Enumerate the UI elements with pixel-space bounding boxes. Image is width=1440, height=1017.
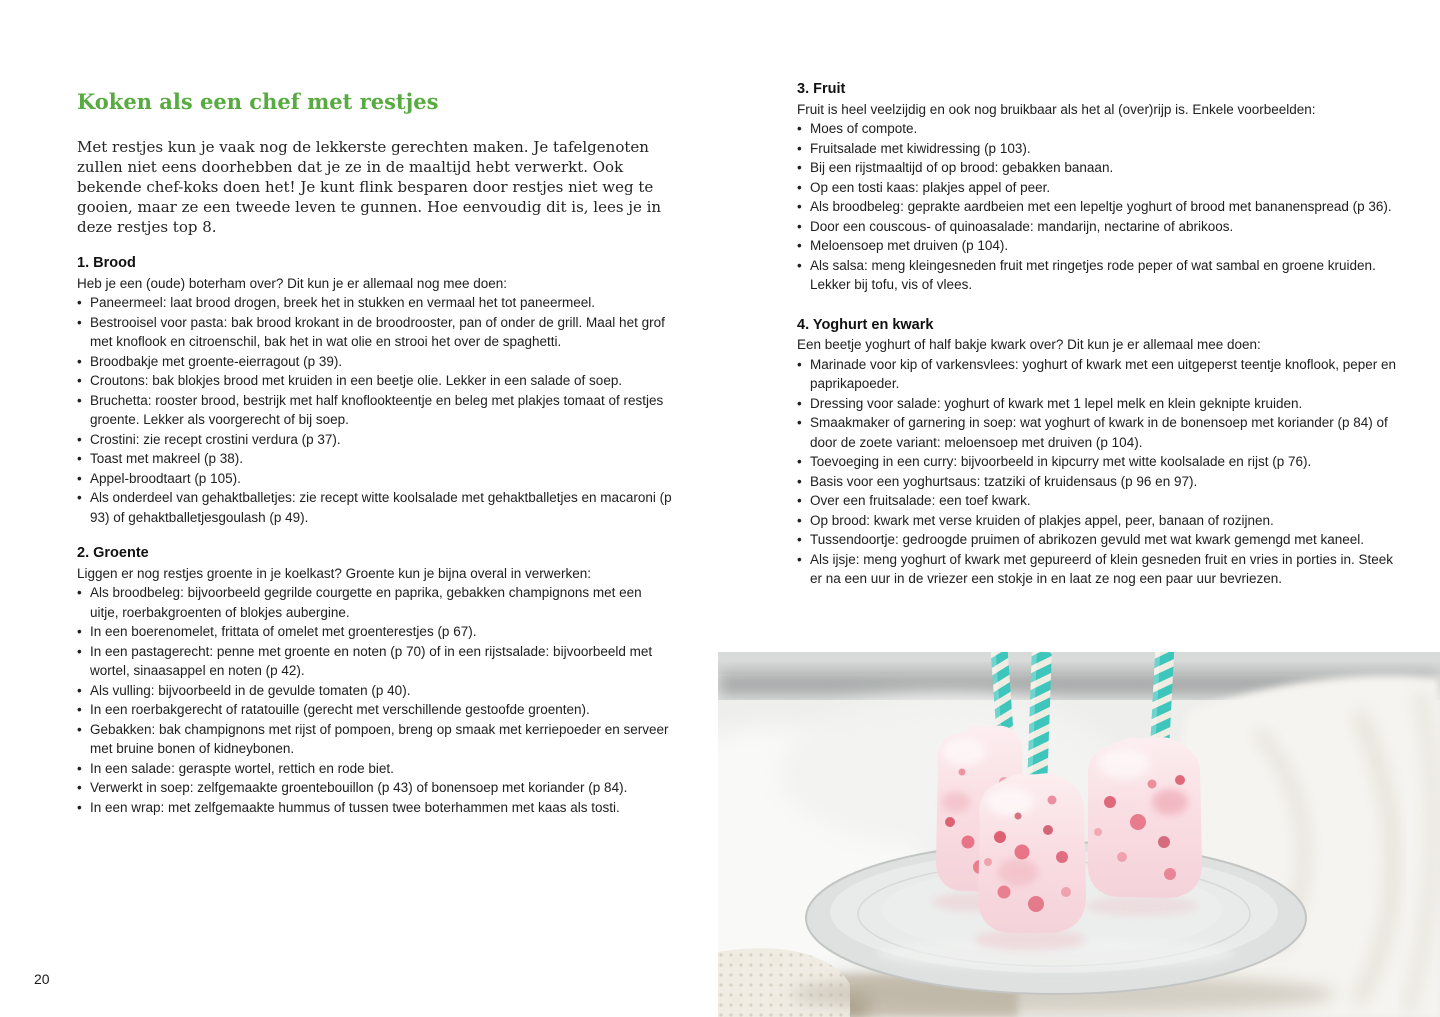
bullet: • — [797, 238, 802, 253]
tips-list — [797, 355, 1397, 589]
section-heading: 3. Fruit — [797, 81, 846, 97]
list-item-text: Als vulling: bijvoorbeeld in de gevulde tomaten (p 40). — [90, 682, 411, 698]
popsicle-photo-illustration — [718, 652, 1440, 1017]
list-item-text: Appel-broodtaart (p 105). — [90, 470, 241, 486]
left-sections — [77, 254, 673, 817]
bullet: • — [797, 415, 802, 430]
popsicle-middle — [978, 773, 1086, 933]
bullet: • — [797, 395, 802, 411]
list-item — [797, 158, 1397, 178]
list-item-text: Meloensoep met druiven (p 104). — [810, 238, 1009, 253]
list-item-text: Croutons: bak blokjes brood met kruiden in een beetje olie. Lekker in een salade of soep. — [90, 373, 623, 388]
list-item — [797, 491, 1397, 511]
list-item — [797, 550, 1397, 589]
list-item — [797, 394, 1397, 414]
list-item — [77, 449, 673, 469]
tips-list — [797, 119, 1397, 295]
bullet: • — [797, 454, 802, 469]
list-item — [797, 256, 1397, 295]
popsicle-right — [1088, 737, 1202, 898]
list-item-text: Door een couscous- of quinoasalade: mandarijn, nectarine of abrikoos. — [810, 218, 1234, 234]
page-title: Koken als een chef met restjes — [77, 89, 439, 114]
list-item — [797, 139, 1397, 159]
list-item — [77, 391, 673, 430]
bullet: • — [797, 493, 802, 508]
list-item-text: Toevoeging in een curry: bijvoorbeeld in kipcurry met witte koolsalade en rijst (p 76). — [810, 454, 1312, 469]
photo-yogurt-popsicles — [718, 652, 1440, 1017]
list-item — [797, 236, 1397, 256]
list-item — [77, 720, 673, 759]
bullet: • — [797, 218, 802, 234]
list-item — [77, 798, 673, 818]
bullet: • — [77, 702, 82, 717]
section-heading: 4. Yoghurt en kwark — [797, 316, 934, 333]
list-item — [77, 642, 673, 681]
list-item-text: Over een fruitsalade: een toef kwark. — [810, 493, 1031, 508]
list-item-text: Toast met makreel (p 38). — [90, 451, 244, 466]
bullet: • — [77, 682, 82, 698]
list-item-text: Broodbakje met groente-eierragout (p 39). — [90, 353, 343, 369]
bullet: • — [797, 356, 802, 372]
bullet: • — [77, 780, 82, 795]
section-heading: 2. Groente — [77, 545, 149, 561]
bullet: • — [77, 643, 82, 659]
bullet: • — [77, 314, 82, 330]
bullet: • — [77, 760, 82, 776]
list-item-text: Bestrooisel voor pasta: bak brood krokant in de broodrooster, pan of onder de grill. Maal het grof met knoflook en citroenschil, bak het in wat olie en strooi het over de spaghetti. — [90, 314, 665, 349]
list-item — [797, 217, 1397, 237]
list-item — [77, 759, 673, 779]
list-item — [797, 511, 1397, 531]
list-item-text: Marinade voor kip of varkensvlees: yoghurt of kwark met een uitgeperst teentje knoflook, peper en paprikapoeder. — [810, 356, 1397, 391]
section — [797, 80, 1397, 295]
list-item-text: Gebakken: bak champignons met rijst of pompoen, breng op smaak met kerriepoeder en serveer met bruine bonen of kidneybonen. — [90, 721, 669, 756]
list-item — [797, 119, 1397, 139]
list-item-text: Bruchetta: rooster brood, bestrijk met half knoflookteentje en beleg met plakjes tomaat of restjes groente. Lekker als voorgerecht of bij soep. — [90, 392, 664, 427]
bullet: • — [797, 179, 802, 195]
list-item — [77, 352, 673, 372]
bullet: • — [797, 257, 802, 273]
bullet: • — [77, 431, 82, 447]
bullet: • — [77, 470, 82, 486]
list-item-text: Crostini: zie recept crostini verdura (p 37). — [90, 431, 341, 447]
bullet: • — [77, 295, 82, 310]
list-item — [797, 197, 1397, 217]
bullet: • — [797, 199, 802, 214]
list-item-text: Paneermeel: laat brood drogen, breek het in stukken en vermaal het tot paneermeel. — [90, 295, 596, 310]
list-item-text: Tussendoortje: gedroogde pruimen of abrikozen gevuld met wat kwark gemengd met kaneel. — [810, 532, 1365, 547]
bullet: • — [797, 551, 802, 567]
list-item — [77, 371, 673, 391]
section-lead: Heb je een (oude) boterham over? Dit kun je er allemaal nog mee doen: — [77, 275, 508, 291]
list-item — [77, 583, 673, 622]
list-item-text: Basis voor een yoghurtsaus: tzatziki of kruidensaus (p 96 en 97). — [810, 473, 1198, 489]
list-item — [77, 313, 673, 352]
list-item — [77, 469, 673, 489]
list-item — [797, 178, 1397, 198]
bullet: • — [77, 490, 82, 505]
bullet: • — [77, 373, 82, 388]
list-item-text: Op brood: kwark met verse kruiden of plakjes appel, peer, banaan of rozijnen. — [810, 512, 1274, 528]
list-item-text: Fruitsalade met kiwidressing (p 103). — [810, 140, 1031, 156]
section-lead: Een beetje yoghurt of half bakje kwark over? Dit kun je er allemaal mee doen: — [797, 337, 1261, 352]
list-item-text: Als salsa: meng kleingesneden fruit met ringetjes rode peper of wat sambal en groene kruiden. Lekker bij tofu, vis of vlees. — [810, 257, 1376, 292]
list-item-text: In een pastagerecht: penne met groente en noten (p 70) of in een rijstsalade: bijvoorbeeld met wortel, sinaasappel en noten (p 42). — [90, 643, 653, 678]
section-lead: Fruit is heel veelzijdig en ook nog bruikbaar als het al (over)rijp is. Enkele voorbeelden: — [797, 101, 1316, 117]
section — [77, 544, 673, 817]
list-item — [77, 681, 673, 701]
tips-list — [77, 293, 673, 527]
list-item-text: Als ijsje: meng yoghurt of kwark met gepureerd of klein gesneden fruit en vries in porties in. Steek er na een uur in de vriezer een stokje in en laat ze nog een paar uur bevriezen. — [810, 551, 1394, 586]
tips-list — [77, 583, 673, 817]
list-item — [797, 530, 1397, 550]
intro-paragraph: Met restjes kun je vaak nog de lekkerste gerechten maken. Je tafelgenoten zullen niet eens doorhebben dat je ze in de maaltijd hebt verwerkt. Ook bekende chef-koks doen het! Je kunt flink besparen door restjes niet weg te gooien, maar ze een tweede leven te gunnen. Hoe eenvoudig dit is, lees je in deze restjes top 8. — [77, 138, 662, 236]
section-heading: 1. Brood — [77, 255, 136, 271]
list-item-text: Smaakmaker of garnering in soep: wat yoghurt of kwark in de bonensoep met koriander (p 84) of door de zoete variant: meloensoep met druiven (p 104). — [810, 415, 1388, 450]
section — [77, 254, 673, 527]
list-item-text: Op een tosti kaas: plakjes appel of peer. — [810, 179, 1051, 195]
bullet: • — [77, 799, 82, 815]
bullet: • — [797, 512, 802, 528]
bullet: • — [797, 532, 802, 547]
list-item — [77, 622, 673, 642]
list-item-text: In een wrap: met zelfgemaakte hummus of tussen twee boterhammen met kaas als tosti. — [90, 799, 620, 815]
list-item — [797, 452, 1397, 472]
bullet: • — [77, 451, 82, 466]
list-item-text: Dressing voor salade: yoghurt of kwark met 1 lepel melk en klein geknipte kruiden. — [810, 395, 1303, 411]
section-lead: Liggen er nog restjes groente in je koelkast? Groente kun je bijna overal in verwerken: — [77, 565, 592, 581]
bullet: • — [797, 160, 802, 175]
list-item — [77, 430, 673, 450]
list-item-text: Als onderdeel van gehaktballetjes: zie recept witte koolsalade met gehaktballetjes en macaroni (p 93) of gehaktballetjesgoulash (p 49). — [90, 490, 672, 525]
list-item-text: In een roerbakgerecht of ratatouille (gerecht met verschillende gestoofde groenten). — [90, 702, 590, 717]
right-sections — [797, 80, 1397, 589]
list-item — [797, 413, 1397, 452]
list-item — [77, 778, 673, 798]
right-column — [797, 80, 1397, 589]
left-column — [77, 88, 673, 817]
list-item-text: Als broodbeleg: bijvoorbeeld gegrilde courgette en paprika, gebakken champignons met een uitje, roerbakgroenten of blokjes aubergine. — [90, 585, 642, 620]
list-item-text: Moes of compote. — [810, 121, 918, 136]
section — [797, 316, 1397, 589]
bullet: • — [797, 473, 802, 489]
bullet: • — [797, 140, 802, 156]
list-item — [797, 355, 1397, 394]
list-item — [77, 700, 673, 720]
bullet: • — [77, 624, 82, 639]
list-item — [77, 293, 673, 313]
list-item-text: Verwerkt in soep: zelfgemaakte groentebouillon (p 43) of bonensoep met koriander (p 84). — [90, 780, 628, 795]
list-item-text: In een boerenomelet, frittata of omelet met groenterestjes (p 67). — [90, 624, 477, 639]
list-item — [77, 488, 673, 527]
list-item — [797, 472, 1397, 492]
bullet: • — [77, 721, 82, 737]
bullet: • — [77, 585, 82, 600]
bullet: • — [797, 121, 802, 136]
bullet: • — [77, 392, 82, 408]
page-number: 20 — [34, 971, 50, 987]
list-item-text: Als broodbeleg: geprakte aardbeien met een lepeltje yoghurt of brood met bananenspread (p 36). — [810, 199, 1392, 214]
list-item-text: Bij een rijstmaaltijd of op brood: gebakken banaan. — [810, 160, 1114, 175]
list-item-text: In een salade: geraspte wortel, rettich en rode biet. — [90, 760, 394, 776]
bullet: • — [77, 353, 82, 369]
